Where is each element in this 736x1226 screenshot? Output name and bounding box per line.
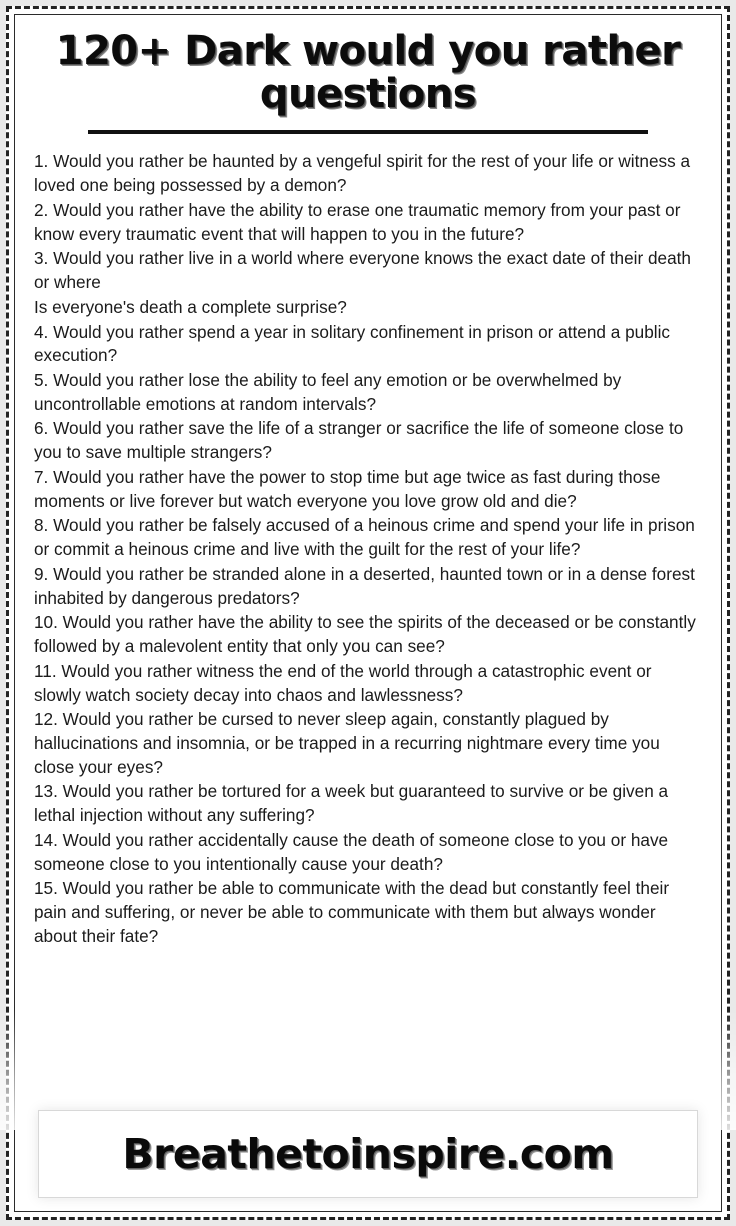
list-item: 10. Would you rather have the ability to see the spirits of the deceased or be constantly followed by a malevolent entity that only you can see?	[34, 612, 696, 657]
list-item: 11. Would you rather witness the end of the world through a catastrophic event or slowly watch society decay into chaos and lawlessness?	[34, 660, 652, 705]
question-list	[34, 150, 702, 948]
list-item: 6. Would you rather save the life of a stranger or sacrifice the life of someone close to you to save multiple strangers?	[34, 418, 684, 463]
list-item: 13. Would you rather be tortured for a week but guaranteed to survive or be given a lethal injection without any suffering?	[34, 781, 669, 826]
list-item: 7. Would you rather have the power to stop time but age twice as fast during those moments or live forever but watch everyone you love grow old and die?	[34, 466, 661, 511]
list-item: 3. Would you rather live in a world where everyone knows the exact date of their death or where	[34, 248, 691, 293]
list-item: 14. Would you rather accidentally cause the death of someone close to you or have someone close to you intentionally cause your death?	[34, 829, 669, 874]
list-item: 9. Would you rather be stranded alone in a deserted, haunted town or in a dense forest inhabited by dangerous predators?	[34, 563, 695, 608]
poster-content	[22, 20, 714, 1206]
site-name: Breathetoinspire.com	[122, 1130, 614, 1178]
edge-shade-bottom	[0, 1220, 736, 1226]
list-item: 4. Would you rather spend a year in solitary confinement in prison or attend a public execution?	[34, 321, 670, 366]
footer-banner	[38, 1110, 698, 1198]
list-item: 2. Would you rather have the ability to erase one traumatic memory from your past or know every traumatic event that will happen to you in the future?	[34, 199, 681, 244]
list-item: Is everyone's death a complete surprise?	[34, 296, 347, 317]
list-item: 5. Would you rather lose the ability to feel any emotion or be overwhelmed by uncontrollable emotions at random intervals?	[34, 369, 622, 414]
title-divider	[88, 130, 648, 134]
list-item: 15. Would you rather be able to communicate with the dead but constantly feel their pain and suffering, or never be able to communicate with them but always wonder about their fate?	[34, 878, 670, 946]
page-title: 120+ Dark would you rather questions	[55, 28, 681, 118]
list-item: 1. Would you rather be haunted by a vengeful spirit for the rest of your life or witness a loved one being possessed by a demon?	[34, 151, 691, 196]
list-item: 12. Would you rather be cursed to never sleep again, constantly plagued by hallucinations and insomnia, or be trapped in a recurring nightmare every time you close your eyes?	[34, 709, 660, 777]
edge-shade-right	[730, 0, 736, 1226]
list-item: 8. Would you rather be falsely accused of a heinous crime and spend your life in prison or commit a heinous crime and live with the guilt for the rest of your life?	[34, 515, 695, 560]
